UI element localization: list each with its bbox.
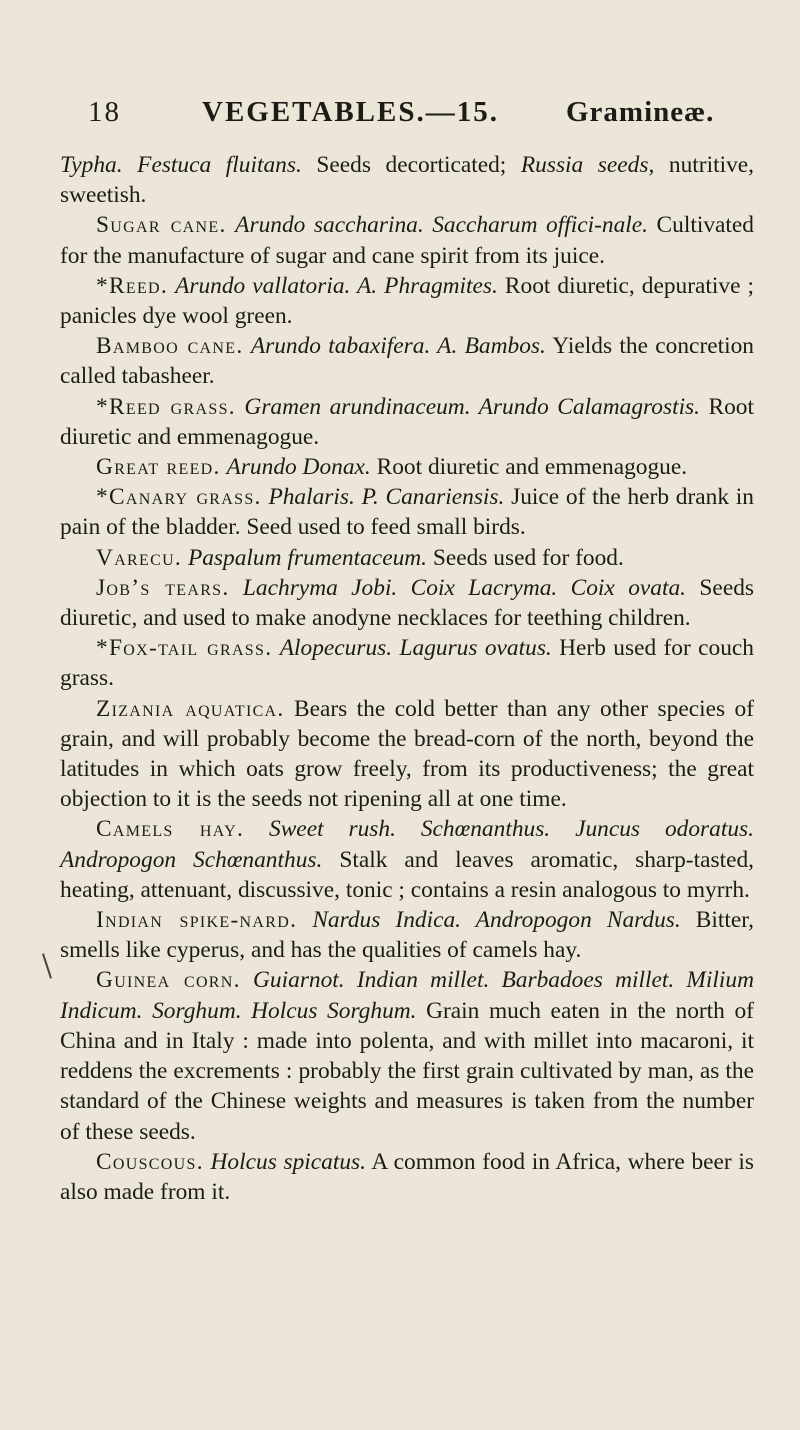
page-title: VEGETABLES.—15. xyxy=(202,96,499,128)
entry-text: Stalk and leaves aromatic, sharp-tasted, heating, attenuant, discussive, tonic ; contains a resin analogous to myrrh. xyxy=(60,846,754,903)
entry-text: Herb used for couch grass. xyxy=(60,635,755,692)
entry-text: Grain much eaten in the north of China and in Italy : made into polenta, and with millet into macaroni, it reddens the excrements : probably the first grain cultivated by man, as the standard of the Chinese weights and measures is taken from the number of these seeds. xyxy=(60,997,754,1145)
entry-zizania xyxy=(60,694,754,815)
entry-indian-spike-nard xyxy=(60,905,754,965)
entry-name: Job’s tears. xyxy=(96,574,230,601)
entry-canary-grass xyxy=(60,482,754,542)
entry-text: Seeds diuretic, and used to make anodyne necklaces for teething children. xyxy=(60,574,754,632)
entry-text: Bears the cold better than any other species of grain, and will probably become the bread-corn of the north, beyond the latitudes in which oats grow freely, from its productiveness; the great objection to it is the seeds not ripening all at one time. xyxy=(60,695,754,813)
entry-name: Zizania aquatica. xyxy=(96,695,285,722)
body-text xyxy=(60,150,754,1207)
entry-typha xyxy=(60,150,754,210)
entry-latin: Guiarnot. Indian millet. Barbadoes millet. Milium Indicum. Sorghum. Holcus Sorghum. xyxy=(60,967,754,1024)
entry-text: Root diuretic and emmenagogue. xyxy=(60,393,754,450)
entry-varecu xyxy=(60,543,754,573)
entry-text: Root diuretic, depurative ; panicles dye wool green. xyxy=(60,272,754,330)
entry-text: Bitter, smells like cyperus, and has the qualities of camels hay. xyxy=(60,907,754,964)
entry-latin: Sweet rush. Schœnanthus. Juncus odoratus. Andropogon Schœnanthus. xyxy=(60,816,754,873)
entry-name: Indian spike-nard. xyxy=(96,907,298,934)
margin-pencil-mark xyxy=(42,953,52,978)
page-number: 18 xyxy=(88,96,121,128)
entry-text: Seeds used for food. xyxy=(427,544,624,571)
entry-sugar-cane xyxy=(60,210,754,270)
entry-latin: Alopecurus. Lagurus ovatus. xyxy=(279,635,552,662)
entry-reed-grass xyxy=(60,392,754,452)
running-head xyxy=(88,96,754,136)
entry-great-reed xyxy=(60,452,754,482)
entry-latin: Arundo Donax. xyxy=(226,454,371,481)
entry-name: Great reed. xyxy=(96,454,221,481)
entry-name: Couscous. xyxy=(96,1148,204,1175)
entry-latin: Paspalum frumentaceum. xyxy=(187,544,428,571)
entry-latin: Arundo vallatoria. A. Phragmites. xyxy=(175,272,498,299)
entry-fox-tail-grass xyxy=(60,633,754,693)
entry-text-secondary: nutritive, sweetish. xyxy=(60,152,754,209)
entry-latin: Gramen arundinaceum. Arundo Calamagrostis. xyxy=(244,393,701,420)
entry-camels-hay xyxy=(60,814,754,905)
entry-text: Cultivated for the manufacture of sugar and cane spirit from its juice. xyxy=(60,212,754,269)
entry-name: *Canary grass. xyxy=(96,484,262,511)
entry-couscous xyxy=(60,1147,754,1207)
entry-name: *Reed grass. xyxy=(96,393,236,420)
entry-latin: Lachryma Jobi. Coix Lacryma. Coix ovata. xyxy=(242,574,687,601)
entry-text: Seeds decorticated; xyxy=(301,152,521,178)
entry-jobs-tears xyxy=(60,573,754,633)
entry-reed xyxy=(60,271,754,331)
entry-name: Varecu. xyxy=(96,544,183,571)
section-title: Gramineæ. xyxy=(566,96,715,128)
entry-name: Bamboo cane. xyxy=(96,333,244,360)
entry-latin: Arundo saccharina. Saccharum offici-nale. xyxy=(235,212,648,239)
entry-latin: Arundo tabaxifera. A. Bambos. xyxy=(250,333,546,360)
entry-guinea-corn xyxy=(60,965,754,1146)
entry-text: A common food in Africa, where beer is also made from it. xyxy=(60,1148,754,1205)
entry-text: Root diuretic and emmenagogue. xyxy=(370,454,688,481)
entry-latin: Typha. Festuca fluitans. xyxy=(60,152,302,178)
entry-name: Camels hay. xyxy=(96,816,245,843)
entry-latin: Holcus spicatus. xyxy=(210,1148,366,1175)
entry-text: Juice of the herb drank in pain of the bladder. Seed used to feed small birds. xyxy=(60,484,754,541)
entry-name: Sugar cane. xyxy=(96,212,227,239)
entry-latin: Phalaris. P. Canariensis. xyxy=(268,484,505,511)
entry-name: Guinea corn. xyxy=(96,967,241,994)
entry-text: Yields the concretion called tabasheer. xyxy=(60,333,755,390)
entry-latin-secondary: Russia seeds, xyxy=(520,152,655,178)
entry-name: *Reed. xyxy=(96,272,169,299)
entry-name: *Fox-tail grass. xyxy=(96,635,273,662)
entry-bamboo-cane xyxy=(60,331,754,391)
entry-latin: Nardus Indica. Andropogon Nardus. xyxy=(312,907,681,934)
